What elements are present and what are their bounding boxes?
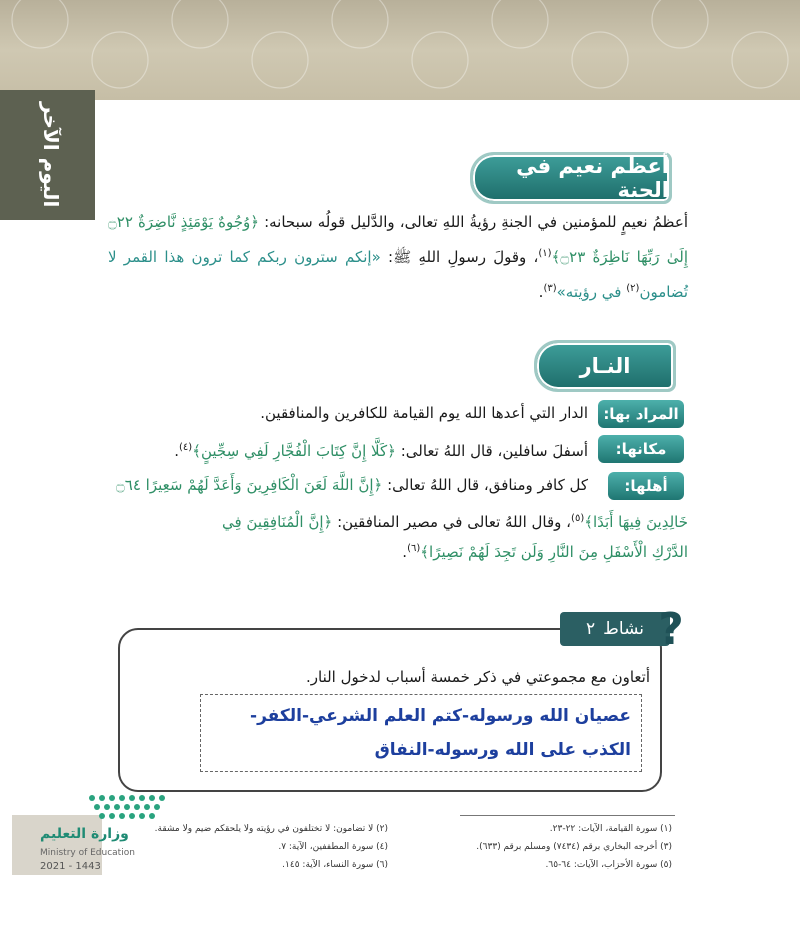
quran-verse-ahzab: ﴿إِنَّ اللَّهَ لَعَنَ الْكَافِرِينَ وَأَعَدَّ لَهُمْ سَعِيرًا ۝٦٤: [115, 476, 383, 494]
edition-year: 2021 - 1443: [40, 861, 101, 872]
quran-verse-qiyamah: ﴿وُجُوهٌ يَوْمَئِذٍ نَّاضِرَةٌ ۝٢٢ إِلَىٰ رَبِّهَا نَاظِرَةٌ ۝٢٣﴾: [108, 213, 688, 266]
fire-location-text: أسفلَ سافلين، قال اللهُ تعالى:: [395, 442, 588, 460]
quran-verse-ahzab-end: خَالِدِينَ فِيهَا أَبَدًا﴾: [584, 513, 688, 531]
question-mark-icon: ?: [658, 604, 684, 655]
ministry-name-en: Ministry of Education: [40, 848, 135, 858]
paradise-text-a: أعظمُ نعيمٍ للمؤمنين في الجنةِ رؤيةُ اللهِ تعالى، والدَّليل قولُه سبحانه:: [259, 213, 688, 231]
ministry-name: وزارة التعليم: [40, 826, 129, 842]
footnote-1: (١) سورة القيامة، الآيات: ٢٢-٢٣.: [549, 824, 672, 834]
activity-number: ٢: [586, 619, 596, 639]
paradise-paragraph: أعظمُ نعيمٍ للمؤمنين في الجنةِ رؤيةُ اللهِ تعالى، والدَّليل قولُه سبحانه: ﴿وُجُوهٌ يَوْمَئِذٍ نَّاضِرَةٌ ۝٢٢ إِلَىٰ رَبِّهَا نَاظِرَةٌ ۝٢٣﴾$^{(١)}$، وقولَ رسولِ اللهِ ﷺ: «إنكم سترون ربكم كما ترون هذا القمر لا تُضامون$^{(٢)}$ في رؤيته»$^{(٣)}$.: [108, 213, 688, 301]
footnote-ref-2: (٢): [626, 283, 640, 294]
activity-question: أتعاون مع مجموعتي في ذكر خمسة أسباب لدخول النار.: [306, 668, 650, 686]
section-title-fire: النـار: [534, 340, 676, 392]
fire-inhabitants-line: [116, 470, 588, 500]
footnote-2: (٢) لا تضامون: لا تختلفون في رؤيته ولا يلحقكم ضيم ولا مشقة.: [154, 824, 388, 834]
label-location: مكانها:: [598, 435, 684, 463]
label-inhabitants: أهلها:: [608, 472, 684, 500]
fire-line-4: [222, 504, 688, 537]
label-meaning: المراد بها:: [598, 400, 684, 428]
fire-inhabitants-text: كل كافر ومنافق، قال اللهُ تعالى:: [382, 476, 588, 494]
answer-box[interactable]: [200, 694, 642, 772]
answer-text: عصيان الله ورسوله-كتم العلم الشرعي-الكفر-الكذب على الله ورسوله-النفاق: [250, 706, 631, 760]
footnote-ref-3: (٣): [543, 283, 557, 294]
footnote-ref-1: (١): [538, 248, 552, 259]
ornament-pattern: [0, 0, 800, 100]
quran-verse-mutaffifin: ﴿كَلَّا إِنَّ كِتَابَ الْفُجَّارِ لَفِي سِجِّينٍ﴾: [192, 442, 396, 460]
footnote-4: (٤) سورة المطففين، الآية: ٧.: [278, 842, 388, 852]
activity-label: نشاط: [603, 619, 644, 639]
chapter-title: اليوم الآخر: [39, 102, 63, 208]
page-top-white: [95, 100, 800, 220]
footnote-ref-4: (٤): [179, 442, 193, 453]
section-title-paradise: أعظم نعيم في الجنة: [470, 152, 672, 204]
hadith-text-end: في رؤيته»: [556, 283, 627, 301]
footnote-ref-5: (٥): [571, 513, 585, 524]
footnote-ref-6: (٦): [407, 543, 421, 554]
ministry-logo-icon: [86, 792, 176, 822]
fire-hypocrites-text: ، وقال اللهُ تعالى في مصير المنافقين:: [332, 513, 572, 531]
fire-line-5: الدَّرْكِ الْأَسْفَلِ مِنَ النَّارِ وَلَن تَجِدَ لَهُمْ نَصِيرًا﴾$^{(٦)}$.: [402, 543, 688, 561]
footnote-6: (٦) سورة النساء، الآية: ١٤٥.: [282, 860, 388, 870]
fire-meaning-text: الدار التي أعدها الله يوم القيامة للكافرين والمنافقين.: [260, 404, 588, 422]
hadith-text: «إنكم سترون ربكم كما ترون هذا القمر لا تُضامون: [108, 248, 688, 301]
footnote-3: (٣) أخرجه البخاري برقم (٧٤٣٤) ومسلم برقم (٦٣٣).: [476, 842, 672, 852]
quran-verse-nisa-end: الدَّرْكِ الْأَسْفَلِ مِنَ النَّارِ وَلَن تَجِدَ لَهُمْ نَصِيرًا﴾: [420, 543, 688, 561]
quran-verse-nisa: ﴿إِنَّ الْمُنَافِقِينَ فِي: [221, 513, 333, 531]
footnote-rule: [460, 815, 675, 816]
footnote-5: (٥) سورة الأحزاب، الآيات: ٦٤-٦٥.: [545, 860, 672, 870]
paradise-text-b: ، وقولَ رسولِ اللهِ ﷺ:: [380, 248, 539, 266]
fire-location-line: أسفلَ سافلين، قال اللهُ تعالى: ﴿كَلَّا إِنَّ كِتَابَ الْفُجَّارِ لَفِي سِجِّينٍ﴾$^{(٤)}$.: [174, 442, 588, 460]
